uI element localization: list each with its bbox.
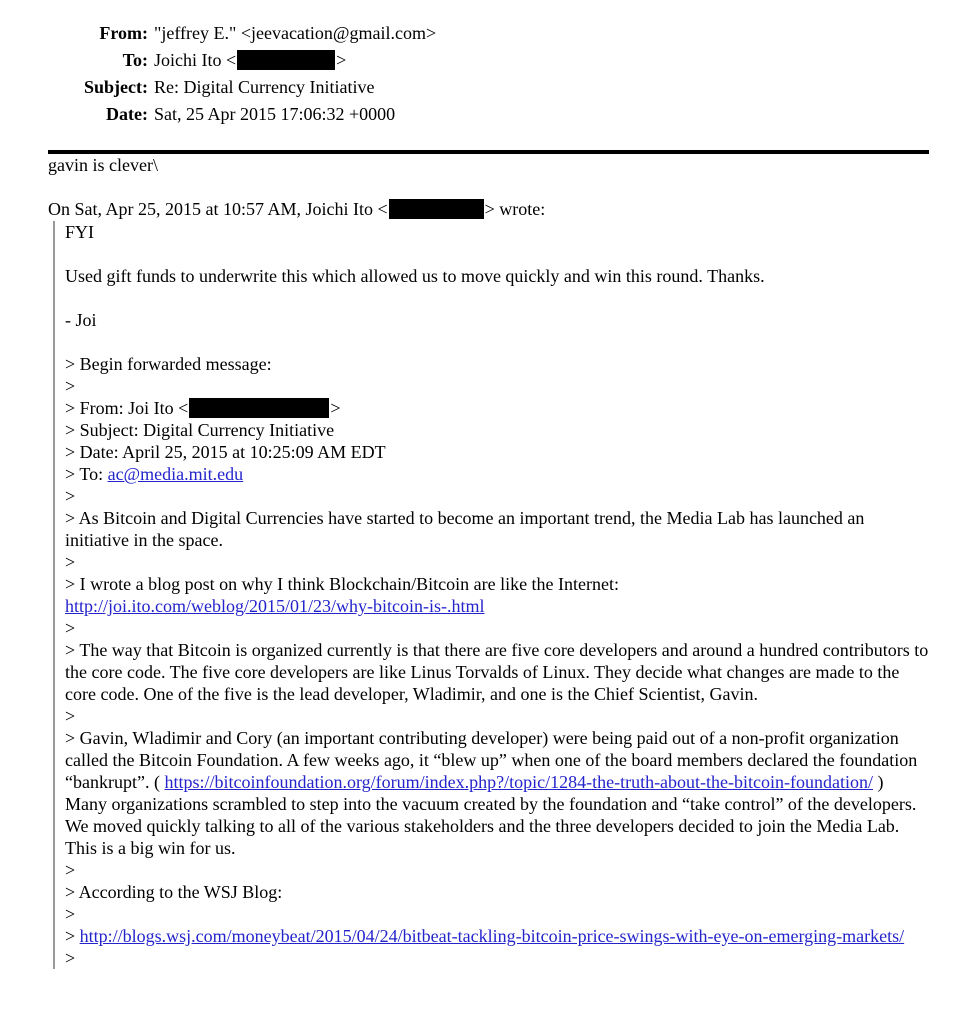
quote-line: > According to the WSJ Blog: bbox=[65, 882, 283, 902]
quote-line: > bbox=[65, 706, 76, 726]
to-value-pre: Joichi Ito < bbox=[154, 50, 237, 70]
blog-post-text: > I wrote a blog post on why I think Blockchain/Bitcoin are like the Internet: bbox=[65, 574, 620, 594]
quote-line-foundation bbox=[65, 727, 929, 859]
quote-line: > Begin forwarded message: bbox=[65, 354, 272, 374]
quote-line: > As Bitcoin and Digital Currencies have started to become an important trend, the Media Lab has launched an initiative in the space. bbox=[65, 508, 865, 550]
quote-line-blog-post bbox=[65, 573, 929, 617]
ac-email-link[interactable]: ac@media.mit.edu bbox=[107, 464, 244, 484]
quote-line: > bbox=[65, 376, 76, 396]
quote-line: - Joi bbox=[65, 310, 97, 330]
to-value-post: > bbox=[336, 50, 347, 70]
quote-line: > bbox=[65, 486, 76, 506]
subject-value: Re: Digital Currency Initiative bbox=[154, 77, 375, 97]
date-label: Date: bbox=[106, 104, 148, 124]
header-row-subject bbox=[48, 74, 929, 101]
to-value bbox=[154, 47, 346, 74]
quote-line-forward-to bbox=[65, 463, 929, 485]
email-body bbox=[48, 154, 929, 969]
from-value: "jeffrey E." <jeevacation@gmail.com> bbox=[154, 23, 437, 43]
quote-line: > bbox=[65, 860, 76, 880]
subject-label: Subject: bbox=[84, 77, 148, 97]
quote-line: Used gift funds to underwrite this which allowed us to move quickly and win this round. Thanks. bbox=[65, 266, 765, 286]
redaction-box bbox=[189, 398, 329, 418]
quote-line-wsj bbox=[65, 925, 929, 947]
wsj-pre: > bbox=[65, 926, 80, 946]
blank-line bbox=[65, 331, 929, 353]
blank-line bbox=[65, 287, 929, 309]
header-row-to bbox=[48, 47, 929, 74]
bitcoin-foundation-link[interactable]: https://bitcoinfoundation.org/forum/index.php?/topic/1284-the-truth-about-the-bitcoin-foundation/ bbox=[164, 772, 873, 792]
forward-from-post: > bbox=[330, 398, 341, 418]
to-label: To: bbox=[122, 50, 148, 70]
date-value: Sat, 25 Apr 2015 17:06:32 +0000 bbox=[154, 104, 396, 124]
foundation-post: ) Many organizations scrambled to step into the vacuum created by the foundation and “take control” of the developers. We moved quickly talking to all of the various stakeholders and the three developers decided to join the Media Lab. This is a big win for us. bbox=[65, 772, 917, 858]
forward-from-pre: > From: Joi Ito < bbox=[65, 398, 189, 418]
attribution-post: > wrote: bbox=[484, 199, 546, 219]
redaction-box bbox=[389, 199, 484, 219]
quote-line: > The way that Bitcoin is organized currently is that there are five core developers and around a hundred contributors to the core code. The five core developers are like Linus Torvalds of Linux. They decide what changes are made to the core code. One of the five is the lead developer, Wladimir, and one is the Chief Scientist, Gavin. bbox=[65, 640, 929, 704]
foundation-pre: > Gavin, Wladimir and Cory (an important contributing developer) were being paid out of a non-profit organization called the Bitcoin Foundation. A few weeks ago, it “blew up” when one of the board members declared the foundation “bankrupt”. ( bbox=[65, 728, 918, 792]
opening-line: gavin is clever\ bbox=[48, 155, 158, 175]
quote-line-forward-from bbox=[65, 397, 929, 419]
blank-line bbox=[65, 243, 929, 265]
quote-line: > bbox=[65, 552, 76, 572]
quote-line: > bbox=[65, 904, 76, 924]
attribution-pre: On Sat, Apr 25, 2015 at 10:57 AM, Joichi Ito < bbox=[48, 199, 388, 219]
blank-line bbox=[48, 176, 929, 198]
quote-line: > Subject: Digital Currency Initiative bbox=[65, 420, 335, 440]
quote-line: > bbox=[65, 948, 76, 968]
attribution-line bbox=[48, 198, 929, 220]
quote-line: FYI bbox=[65, 222, 95, 242]
quote-line: > bbox=[65, 618, 76, 638]
header-row-from bbox=[48, 20, 929, 47]
email-header bbox=[48, 20, 929, 128]
header-row-date bbox=[48, 101, 929, 128]
forward-to-pre: > To: bbox=[65, 464, 108, 484]
joi-blog-link[interactable]: http://joi.ito.com/weblog/2015/01/23/why-bitcoin-is-.html bbox=[65, 596, 485, 616]
quote-line: > Date: April 25, 2015 at 10:25:09 AM EDT bbox=[65, 442, 386, 462]
quoted-message bbox=[53, 221, 929, 969]
from-label: From: bbox=[99, 23, 148, 43]
wsj-blog-link[interactable]: http://blogs.wsj.com/moneybeat/2015/04/24/bitbeat-tackling-bitcoin-price-swings-with-eye-on-emerging-markets/ bbox=[79, 926, 905, 946]
redaction-box bbox=[237, 50, 335, 70]
